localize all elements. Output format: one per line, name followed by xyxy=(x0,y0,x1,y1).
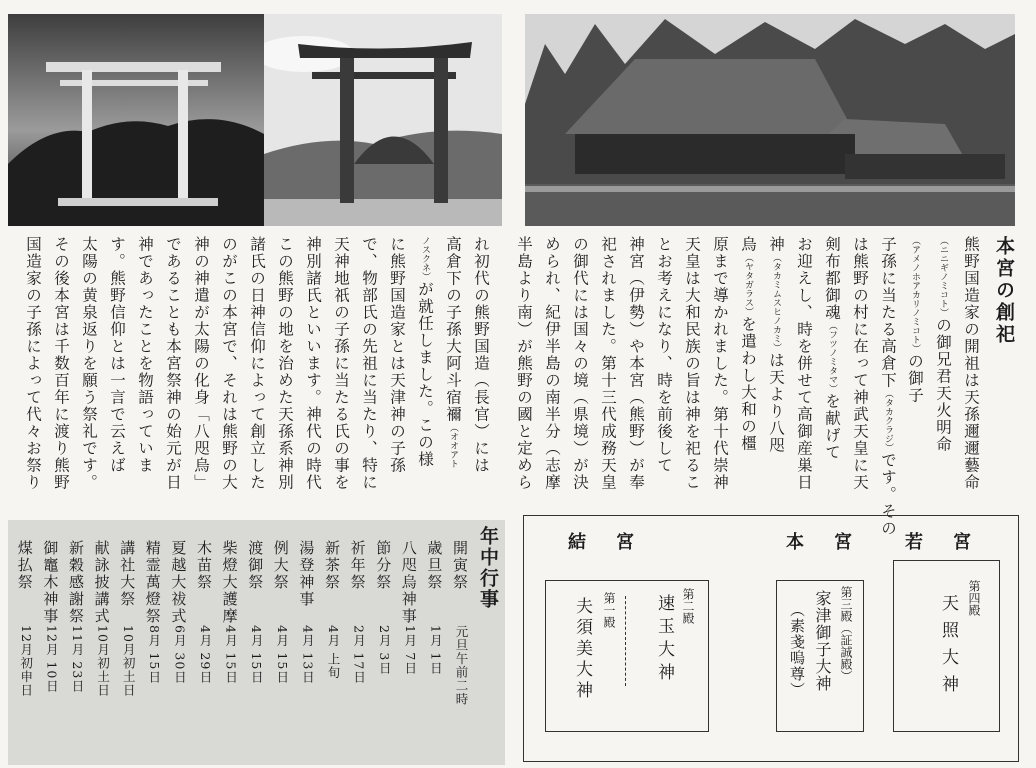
text-column: 神であったことを物語っていま xyxy=(136,236,154,474)
event-date: 10月初土日 xyxy=(121,625,137,697)
text-column: 高倉下の子孫大阿斗宿禰（オオアト xyxy=(444,236,462,468)
event-name: 柴燈大護摩 xyxy=(220,540,239,625)
event-date: 4月 15日 xyxy=(249,625,265,684)
text-column: 原まで導かれました。第十代崇神 xyxy=(711,236,729,491)
text-column: められ、紀伊半島の南半分（志摩 xyxy=(543,236,561,491)
text-column: 太陽の黄泉返りを願う祭礼です。 xyxy=(80,236,98,491)
text-column: す。熊野信仰とは一言で云えば xyxy=(108,236,126,474)
text-column: 熊野国造家の開祖は天孫邇邇藝命 xyxy=(962,236,980,491)
event-name: 渡御祭 xyxy=(246,540,265,591)
musubi-d1-deity: 夫須美大神 xyxy=(572,597,592,702)
event-date: 10月初土日 xyxy=(95,625,111,697)
section-heading: 本宮の創祀 xyxy=(993,236,1015,346)
text-column: 神の神遣が太陽の化身「八咫烏」 xyxy=(192,236,210,491)
text-column: 烏（ヤタガラス）を遣わし大和の橿 xyxy=(739,236,757,452)
wakamiya-deity: 天照大神 xyxy=(938,594,958,702)
text-column: は熊野の村に在って神武天皇に天 xyxy=(851,236,869,491)
musubi-title: 結宮 xyxy=(568,532,664,553)
hongu-deity: 家津御子大神 xyxy=(813,590,832,692)
text-column: とお考えになり、時を前後して xyxy=(655,236,673,474)
text-column: 国造家の子孫によって代々お祭り xyxy=(24,236,42,491)
text-column: 神別諸氏といいます。神代の時代 xyxy=(304,236,322,491)
text-column: のがこの本宮で、それは熊野の大 xyxy=(220,236,238,491)
text-column: に熊野国造家とは天津神の子孫 xyxy=(388,236,406,474)
photo-otorii-day xyxy=(264,14,502,226)
text-column: 剣布都御魂（フツノミタマ）を献げて xyxy=(823,236,841,461)
text-column: お迎えし、時を併せて高御産巣日 xyxy=(795,236,813,491)
schedule-title: 年中行事 xyxy=(477,526,499,610)
event-date: 11月 23日 xyxy=(70,625,85,693)
text-column: で、物部氏の先祖に当たり、特に xyxy=(360,236,378,491)
event-name: 八咫烏神事 xyxy=(399,540,418,625)
event-name: 湯登神事 xyxy=(297,540,316,608)
event-date: 4月 29日 xyxy=(198,625,213,684)
text-column: 神（タカミムスヒノカミ）は天より八咫 xyxy=(767,236,785,454)
text-column: この熊野の地を治めた天孫系神別 xyxy=(276,236,294,491)
event-name: 煤払祭 xyxy=(15,540,34,591)
text-column: の御代には国々の境（県境）が決 xyxy=(571,236,589,491)
event-name: 献詠披講式 xyxy=(92,540,111,625)
event-name: 例大祭 xyxy=(271,540,290,591)
event-date: 2月 17日 xyxy=(351,625,367,684)
hongu-label xyxy=(838,586,855,682)
musubi-d1-label: 第一殿 xyxy=(602,592,616,628)
event-name: 夏越大祓式 xyxy=(169,540,188,625)
event-name: 節分祭 xyxy=(374,540,393,591)
event-date: 1月 7日 xyxy=(402,625,418,675)
event-name: 歳旦祭 xyxy=(425,540,444,591)
event-name: 新茶祭 xyxy=(323,540,341,591)
hongu-title: 本宮 xyxy=(786,532,882,553)
event-date: 4月 15日 xyxy=(274,625,290,684)
event-date: 8月 15日 xyxy=(146,625,162,684)
musubi-d2-label: 第二殿 xyxy=(681,588,695,624)
event-date: 4月 上旬 xyxy=(326,625,341,680)
photo-torii-night xyxy=(8,14,264,226)
event-name: 御竈木神事 xyxy=(41,540,60,625)
text-column: 天皇は大和民族の旨は神を祀るこ xyxy=(683,236,701,491)
text-column: 神宮（伊勢）や本宮（熊野）が奉 xyxy=(627,236,645,491)
text-column: 子孫に当たる高倉下（タカクラジ）です。その xyxy=(879,236,897,537)
event-date: 1月 1日 xyxy=(428,625,444,675)
event-name: 祈年祭 xyxy=(348,540,367,591)
event-date: 4月 13日 xyxy=(300,625,316,684)
hongu-alt: （素戔嗚尊） xyxy=(788,602,806,698)
text-column: ノスクネ）が就任しました。この様 xyxy=(416,236,434,468)
event-name: 講社大祭 xyxy=(118,540,137,608)
text-column: 天神地祇の子孫に当たる氏の事を xyxy=(332,236,350,491)
wakamiya-title: 若宮 xyxy=(905,532,1001,553)
text-column: れ初代の熊野国造（長官）には xyxy=(472,236,490,474)
text-column: 祀されました。第十三代成務天皇 xyxy=(599,236,617,491)
event-date: 6月 30日 xyxy=(172,625,188,684)
event-date: 元旦午前二時 xyxy=(454,625,469,706)
event-name: 木苗祭 xyxy=(195,540,213,591)
musubi-d2-deity: 速玉大神 xyxy=(654,594,674,686)
text-column: その後本宮は千数百年に渡り熊野 xyxy=(52,236,70,491)
event-name: 新穀感謝祭 xyxy=(67,540,85,625)
hongu-dono: 第三殿 xyxy=(839,586,853,622)
event-date: 12月初申日 xyxy=(18,625,34,697)
event-date: 4月 15日 xyxy=(223,625,239,684)
event-name: 精霊萬燈祭 xyxy=(143,540,162,625)
divider-dashed xyxy=(625,596,626,686)
text-column: （ニニギノミコト）の御兄君天火明命 xyxy=(934,236,952,453)
wakamiya-label: 第四殿 xyxy=(967,580,981,616)
event-date: 2月 3日 xyxy=(377,625,393,675)
text-column: 半島より南）が熊野の國と定めら xyxy=(515,236,533,491)
text-column: 諸氏の日神信仰によって創立した xyxy=(248,236,266,491)
event-date: 12月 10日 xyxy=(44,625,60,693)
text-column: （アメノホアカリノミコト）の御子 xyxy=(906,236,924,404)
hongu-note: （証誠殿） xyxy=(839,622,853,682)
photo-honden xyxy=(525,14,1015,226)
event-name: 開寅祭 xyxy=(451,540,469,591)
text-column: であることも本宮祭神の始元が日 xyxy=(164,236,182,491)
